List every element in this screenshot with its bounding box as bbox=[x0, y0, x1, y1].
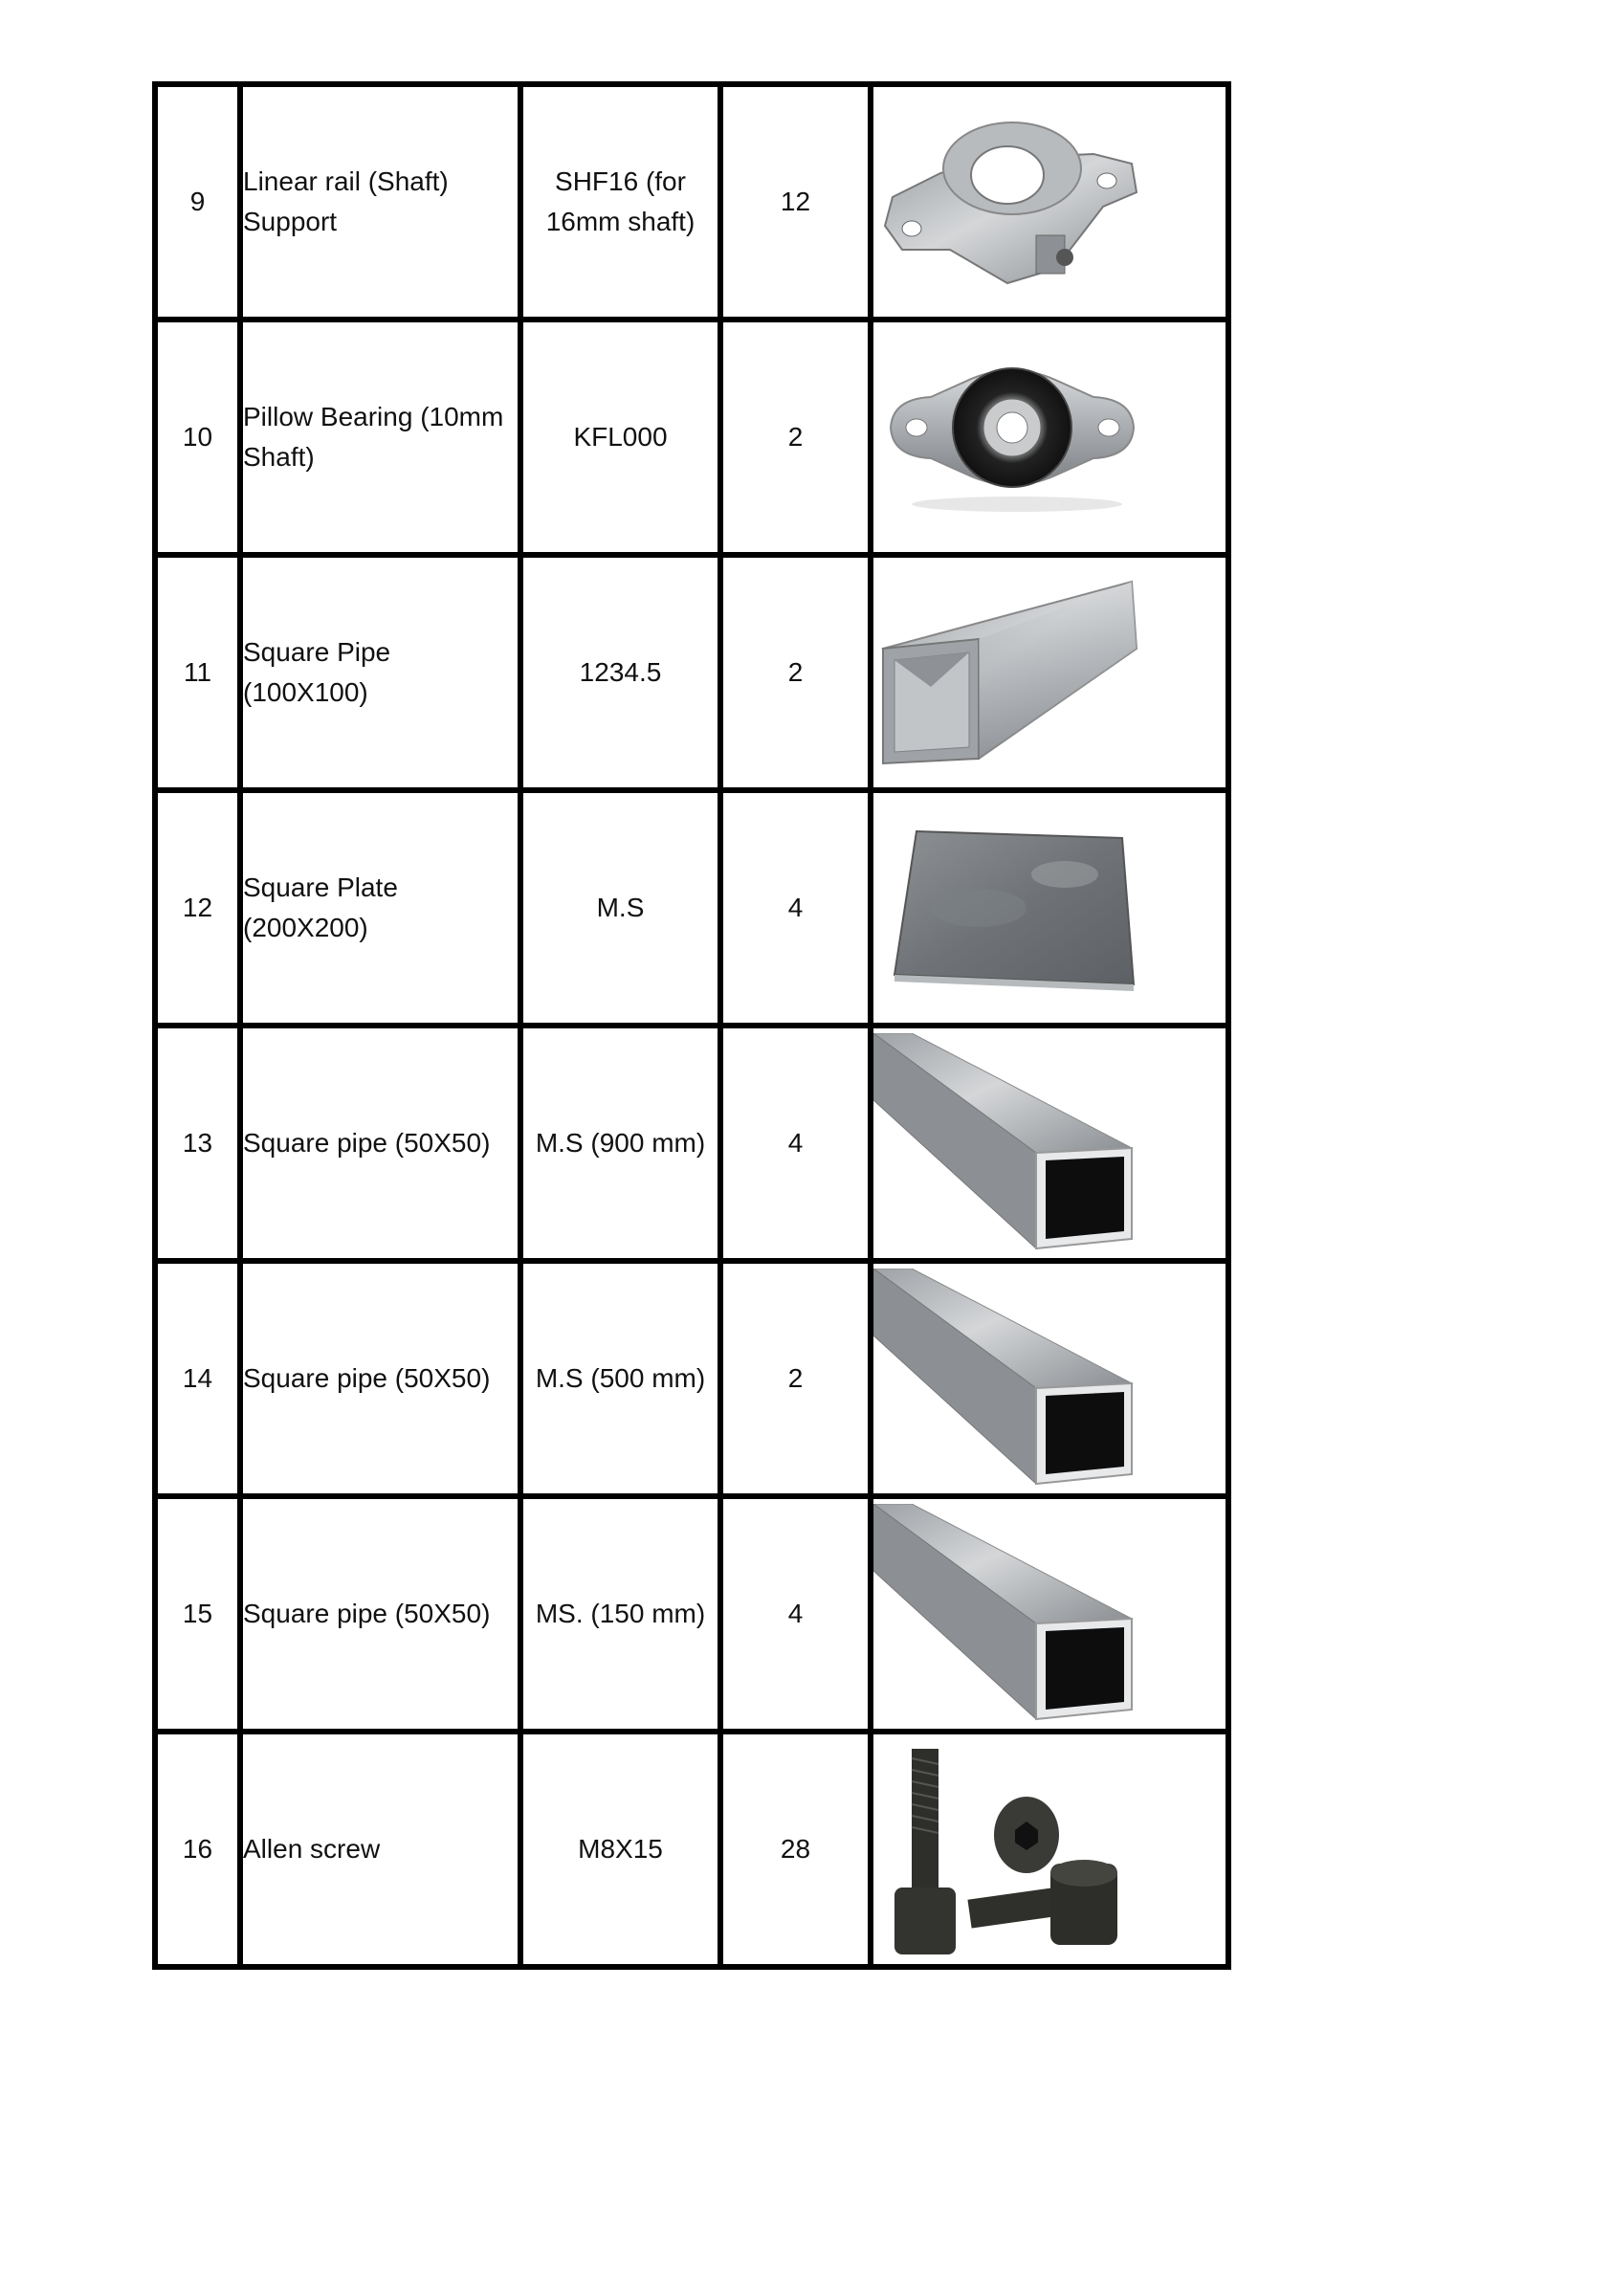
part-description: Square pipe (50X50) bbox=[240, 1261, 520, 1496]
square-pipe-icon bbox=[873, 1033, 1151, 1253]
part-image-cell bbox=[871, 1261, 1228, 1496]
part-spec: M8X15 bbox=[520, 1732, 720, 1967]
part-quantity: 4 bbox=[720, 790, 871, 1026]
row-number: 11 bbox=[155, 555, 240, 790]
shaft-support-icon bbox=[873, 106, 1151, 298]
table-row bbox=[155, 84, 1228, 320]
row-number: 16 bbox=[155, 1732, 240, 1967]
table-row bbox=[155, 1026, 1228, 1261]
part-description: Allen screw bbox=[240, 1732, 520, 1967]
part-quantity: 4 bbox=[720, 1496, 871, 1732]
square-pipe-large-icon bbox=[873, 572, 1151, 773]
part-description: Square pipe (50X50) bbox=[240, 1496, 520, 1732]
allen-screw-icon bbox=[873, 1739, 1151, 1959]
part-quantity: 4 bbox=[720, 1026, 871, 1261]
table-row bbox=[155, 790, 1228, 1026]
table-row bbox=[155, 320, 1228, 555]
part-description: Pillow Bearing (10mm Shaft) bbox=[240, 320, 520, 555]
part-spec: M.S (500 mm) bbox=[520, 1261, 720, 1496]
part-image-cell bbox=[871, 1732, 1228, 1967]
part-description: Square Pipe (100X100) bbox=[240, 555, 520, 790]
row-number: 15 bbox=[155, 1496, 240, 1732]
table-row bbox=[155, 1732, 1228, 1967]
part-description: Square Plate (200X200) bbox=[240, 790, 520, 1026]
row-number: 14 bbox=[155, 1261, 240, 1496]
parts-table bbox=[152, 81, 1231, 1970]
part-image-cell bbox=[871, 1026, 1228, 1261]
part-description: Square pipe (50X50) bbox=[240, 1026, 520, 1261]
table-row bbox=[155, 555, 1228, 790]
part-image-cell bbox=[871, 1496, 1228, 1732]
row-number: 12 bbox=[155, 790, 240, 1026]
pillow-bearing-icon bbox=[873, 351, 1151, 523]
part-image-cell bbox=[871, 555, 1228, 790]
part-quantity: 28 bbox=[720, 1732, 871, 1967]
table-row bbox=[155, 1496, 1228, 1732]
part-quantity: 2 bbox=[720, 555, 871, 790]
part-image-cell bbox=[871, 84, 1228, 320]
part-spec: MS. (150 mm) bbox=[520, 1496, 720, 1732]
row-number: 13 bbox=[155, 1026, 240, 1261]
part-description: Linear rail (Shaft) Support bbox=[240, 84, 520, 320]
square-pipe-icon bbox=[873, 1504, 1151, 1724]
table-row bbox=[155, 1261, 1228, 1496]
part-quantity: 12 bbox=[720, 84, 871, 320]
part-quantity: 2 bbox=[720, 320, 871, 555]
row-number: 9 bbox=[155, 84, 240, 320]
part-image-cell bbox=[871, 320, 1228, 555]
row-number: 10 bbox=[155, 320, 240, 555]
part-quantity: 2 bbox=[720, 1261, 871, 1496]
part-spec: M.S (900 mm) bbox=[520, 1026, 720, 1261]
part-image-cell bbox=[871, 790, 1228, 1026]
part-spec: M.S bbox=[520, 790, 720, 1026]
part-spec: 1234.5 bbox=[520, 555, 720, 790]
part-spec: KFL000 bbox=[520, 320, 720, 555]
part-spec: SHF16 (for 16mm shaft) bbox=[520, 84, 720, 320]
square-pipe-icon bbox=[873, 1269, 1151, 1489]
square-plate-icon bbox=[873, 817, 1151, 999]
